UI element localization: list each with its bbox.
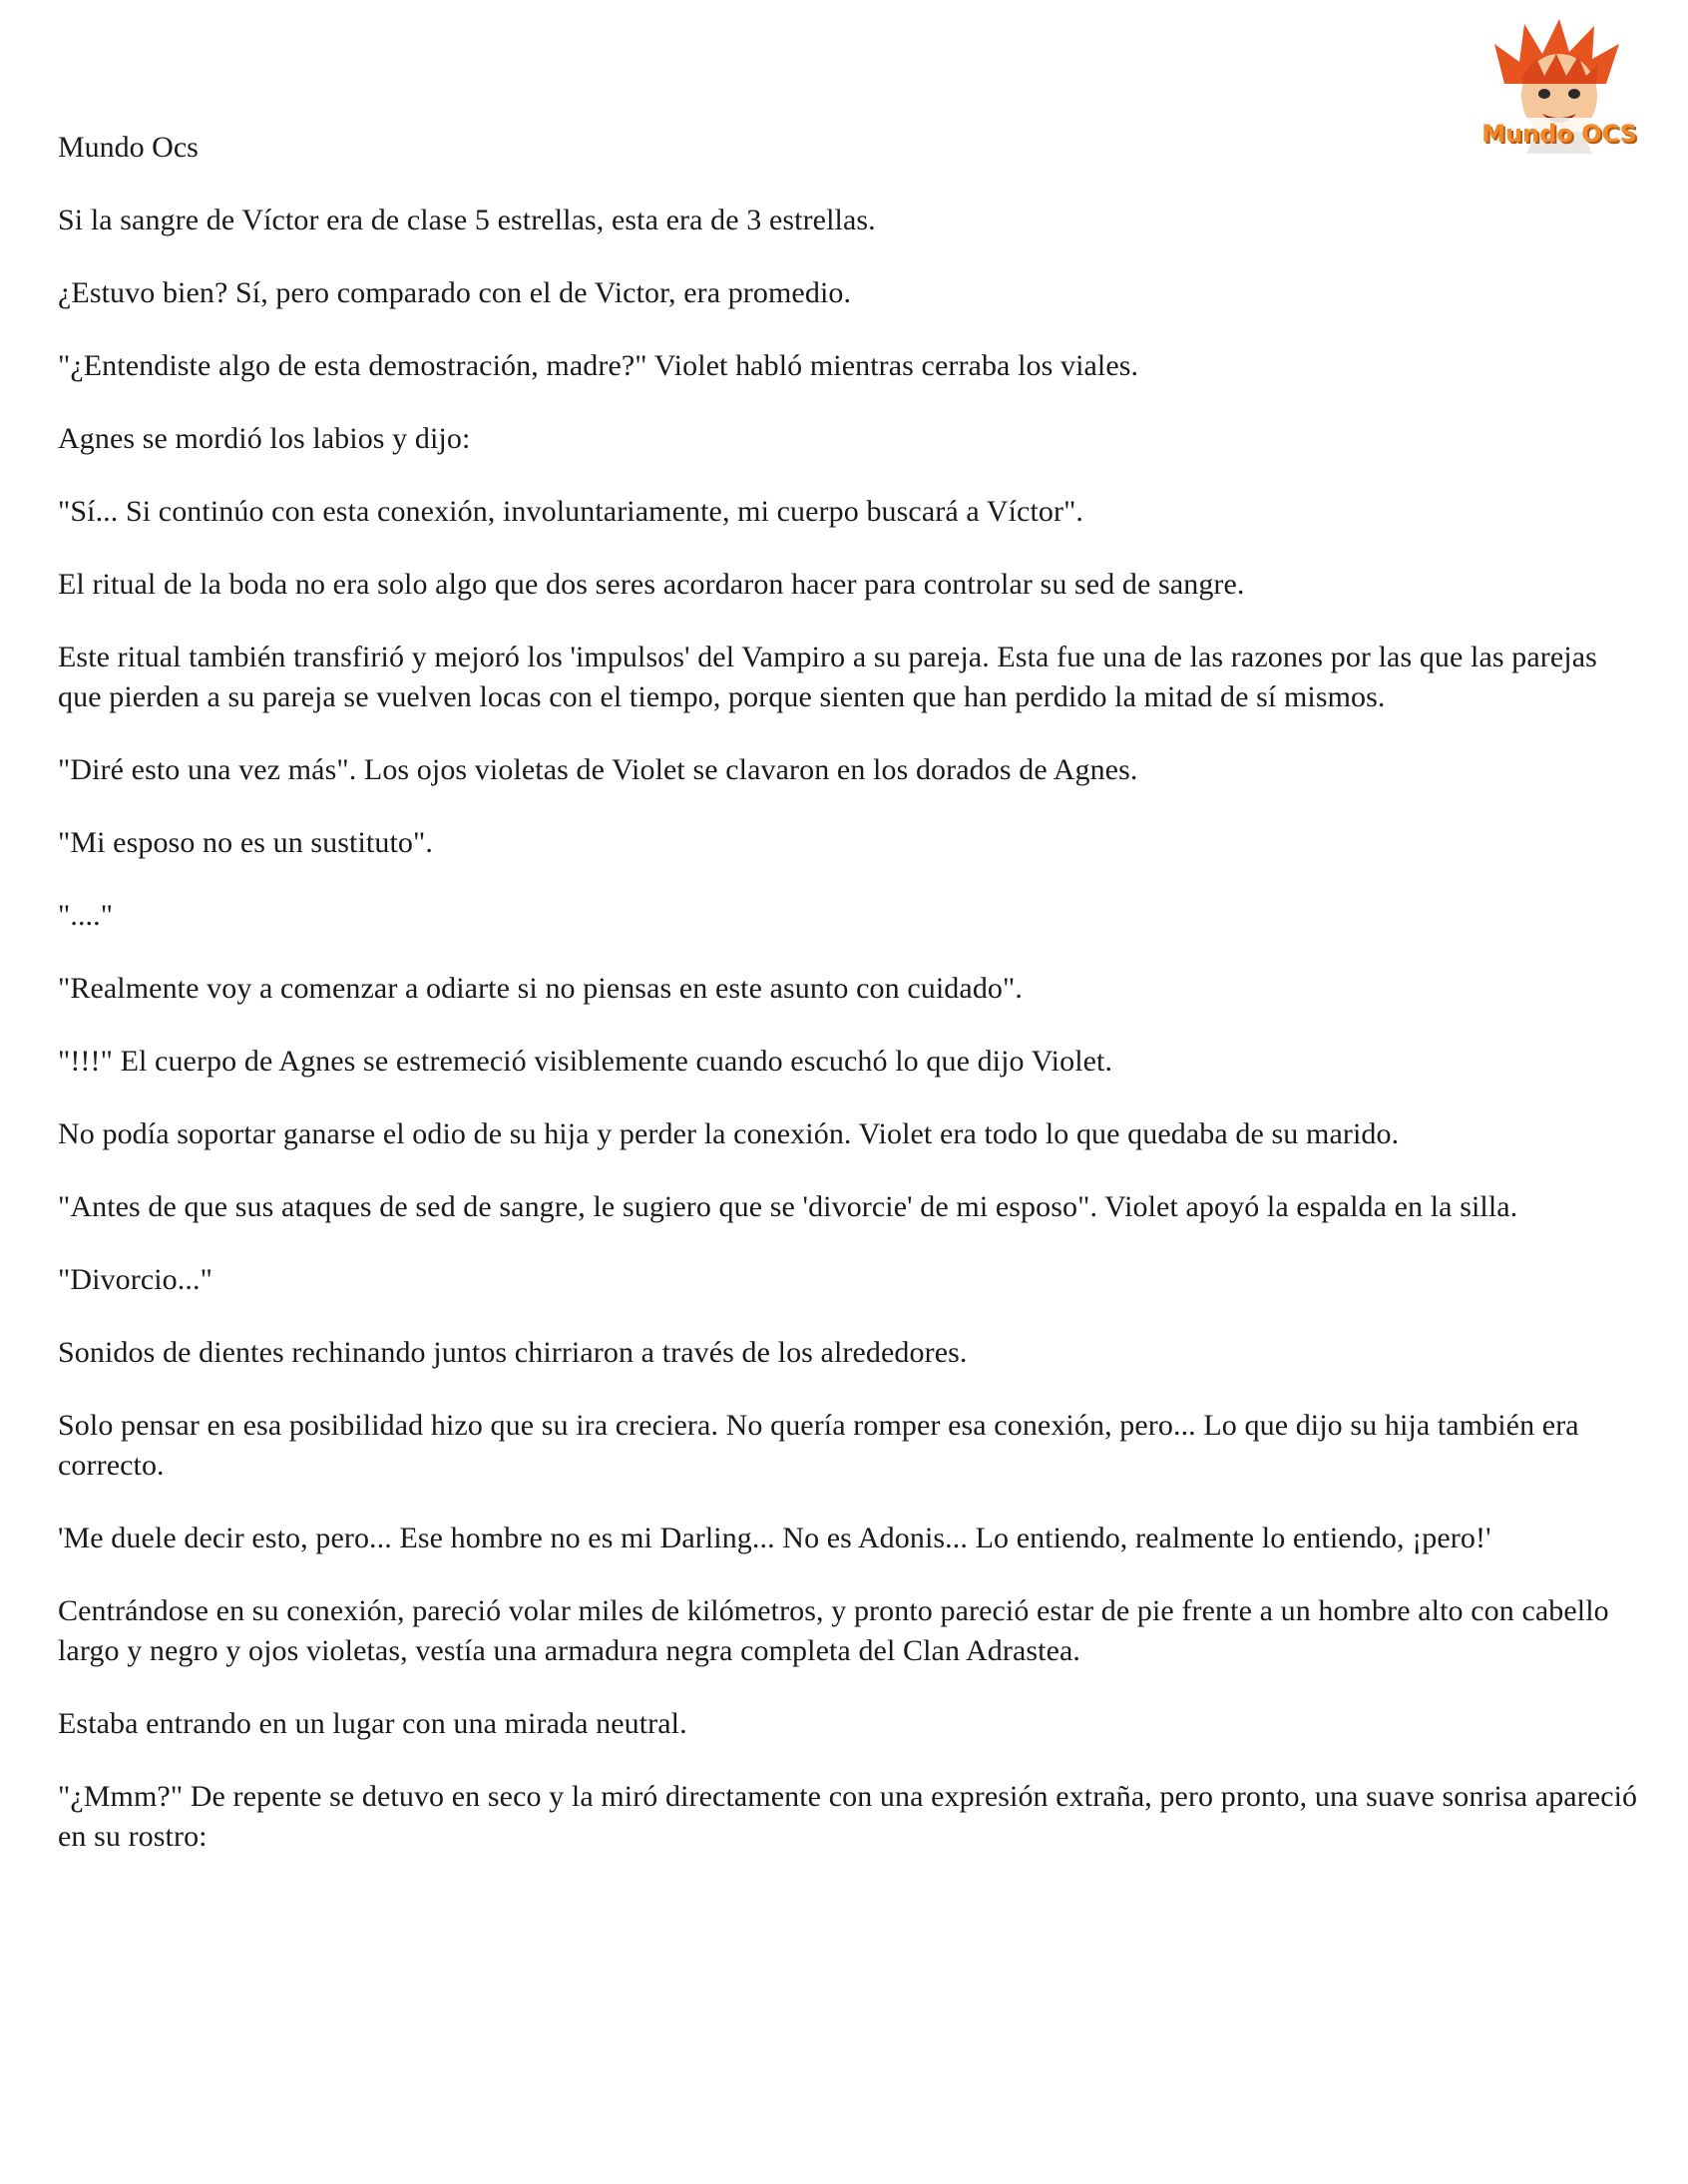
paragraph-list [58, 201, 1646, 1857]
document-page [58, 128, 1646, 1890]
paragraph: 'Me duele decir esto, pero... Ese hombre no es mi Darling... No es Adonis... Lo entiendo, realmente lo entiendo, ¡pero!' [58, 1522, 1491, 1554]
paragraph: "Sí... Si continúo con esta conexión, involuntariamente, mi cuerpo buscará a Víctor". [58, 495, 1084, 528]
paragraph: "!!!" El cuerpo de Agnes se estremeció visiblemente cuando escuchó lo que dijo Violet. [58, 1045, 1113, 1078]
paragraph: "...." [58, 899, 114, 932]
paragraph: "Realmente voy a comenzar a odiarte si no piensas en este asunto con cuidado". [58, 972, 1023, 1005]
paragraph: Solo pensar en esa posibilidad hizo que su ira creciera. No quería romper esa conexión, pero... Lo que dijo su hija también era correcto. [58, 1409, 1579, 1482]
paragraph: El ritual de la boda no era solo algo que dos seres acordaron hacer para controlar su sed de sangre. [58, 568, 1245, 601]
paragraph: "¿Entendiste algo de esta demostración, madre?" Violet habló mientras cerraba los viales. [58, 349, 1139, 382]
paragraph: Sonidos de dientes rechinando juntos chirriaron a través de los alrededores. [58, 1336, 968, 1369]
paragraph: Este ritual también transfirió y mejoró los 'impulsos' del Vampiro a su pareja. Esta fue una de las razones por las que las parejas que pierden a su pareja se vuelven locas con el tiempo, porque sienten que han perdido la mitad de sí mismos. [58, 641, 1597, 713]
paragraph: No podía soportar ganarse el odio de su hija y perder la conexión. Violet era todo lo que quedaba de su marido. [58, 1117, 1400, 1150]
document-header: Mundo Ocs [58, 131, 199, 164]
paragraph: "¿Mmm?" De repente se detuvo en seco y la miró directamente con una expresión extraña, pero pronto, una suave sonrisa apareció en su rostro: [58, 1780, 1638, 1853]
paragraph: "Diré esto una vez más". Los ojos violetas de Violet se clavaron en los dorados de Agnes. [58, 753, 1138, 786]
paragraph: ¿Estuvo bien? Sí, pero comparado con el de Victor, era promedio. [58, 276, 852, 309]
paragraph: "Divorcio..." [58, 1263, 212, 1296]
paragraph: "Antes de que sus ataques de sed de sangre, le sugiero que se 'divorcie' de mi esposo". Violet apoyó la espalda en la silla. [58, 1190, 1518, 1223]
paragraph: Si la sangre de Víctor era de clase 5 estrellas, esta era de 3 estrellas. [58, 204, 876, 236]
paragraph: "Mi esposo no es un sustituto". [58, 826, 433, 859]
paragraph: Centrándose en su conexión, pareció volar miles de kilómetros, y pronto pareció estar de pie frente a un hombre alto con cabello largo y negro y ojos violetas, vestía una armadura negra completa del Clan Adrastea. [58, 1594, 1609, 1667]
paragraph: Agnes se mordió los labios y dijo: [58, 422, 471, 455]
logo-text: Mundo OCS [1481, 120, 1637, 148]
paragraph: Estaba entrando en un lugar con una mirada neutral. [58, 1707, 687, 1740]
